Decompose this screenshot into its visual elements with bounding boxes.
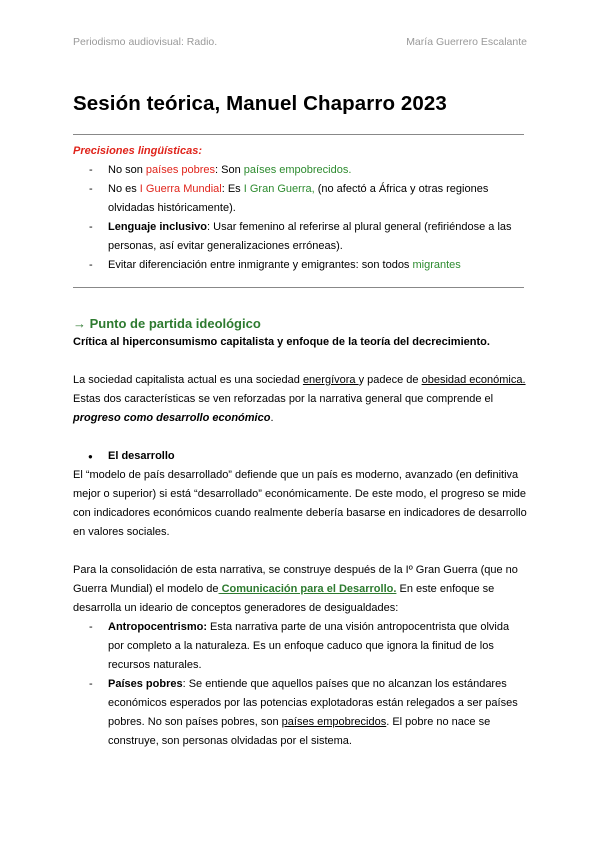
- list-item: - Antropocentrismo: Esta narrativa parte de una visión antropocentrista que olvida por completo a la naturaleza. Es un enfoque caduco que ignora la finitud de los recursos naturales.: [73, 618, 528, 675]
- list-item: - No es I Guerra Mundial: Es I Gran Guerra, (no afectó a África y otras regiones olvidadas históricamente).: [73, 180, 528, 218]
- precisiones-list: [73, 161, 528, 275]
- subsection-heading: ● El desarrollo: [73, 447, 528, 466]
- list-item: - Países pobres: Se entiende que aquellos países que no alcanzan los estándares económicos esperados por las potencias explotadoras están relegados a ser países pobres. No son países pobres, son países empobrecidos. El pobre no nace se construye, son personas olvidadas por el sistema.: [73, 675, 528, 751]
- divider-top: [73, 134, 524, 135]
- section-subheading: Crítica al hiperconsumismo capitalista y enfoque de la teoría del decrecimiento.: [73, 336, 490, 348]
- comunicacion-link[interactable]: Comunicación para el Desarrollo.: [218, 583, 397, 595]
- divider-bottom: [73, 287, 524, 288]
- paragraph: Para la consolidación de esta narrativa, se construye después de la Iº Gran Guerra (que no Guerra Mundial) el modelo de Comunicación para el Desarrollo. En este enfoque se desarrolla un ideario de conceptos generadores de desigualdades:: [73, 564, 518, 614]
- list-item: - Lenguaje inclusivo: Usar femenino al referirse al plural general (refiriéndose a las personas, así evitar generalizaciones erróneas).: [73, 218, 528, 256]
- header-author: María Guerrero Escalante: [406, 36, 527, 48]
- precisiones-block: [73, 142, 528, 275]
- page-title: Sesión teórica, Manuel Chaparro 2023: [73, 92, 447, 115]
- section-heading: → Punto de partida ideológico: [73, 316, 261, 331]
- paragraph: La sociedad capitalista actual es una sociedad energívora y padece de obesidad económica. Estas dos características se ven reforzadas por la narrativa general que comprende el progreso como desarrollo económico.: [73, 374, 526, 424]
- list-item: - No son países pobres: Son países empobrecidos.: [73, 161, 528, 180]
- list-item: - Evitar diferenciación entre inmigrante y emigrantes: son todos migrantes: [73, 256, 528, 275]
- main-content: [73, 314, 528, 751]
- precisiones-heading: Precisiones lingüísticas:: [73, 145, 202, 157]
- header-course: Periodismo audiovisual: Radio.: [73, 36, 218, 48]
- conceptos-list: [73, 618, 528, 751]
- paragraph: El “modelo de país desarrollado” defiende que un país es moderno, avanzado (en definitiva mejor o superior) si está “desarrollado” económicamente. De este modo, el progreso se mide con indicadores económicos cuando realmente debería basarse en indicadores de desarrollo en valores sociales.: [73, 469, 527, 538]
